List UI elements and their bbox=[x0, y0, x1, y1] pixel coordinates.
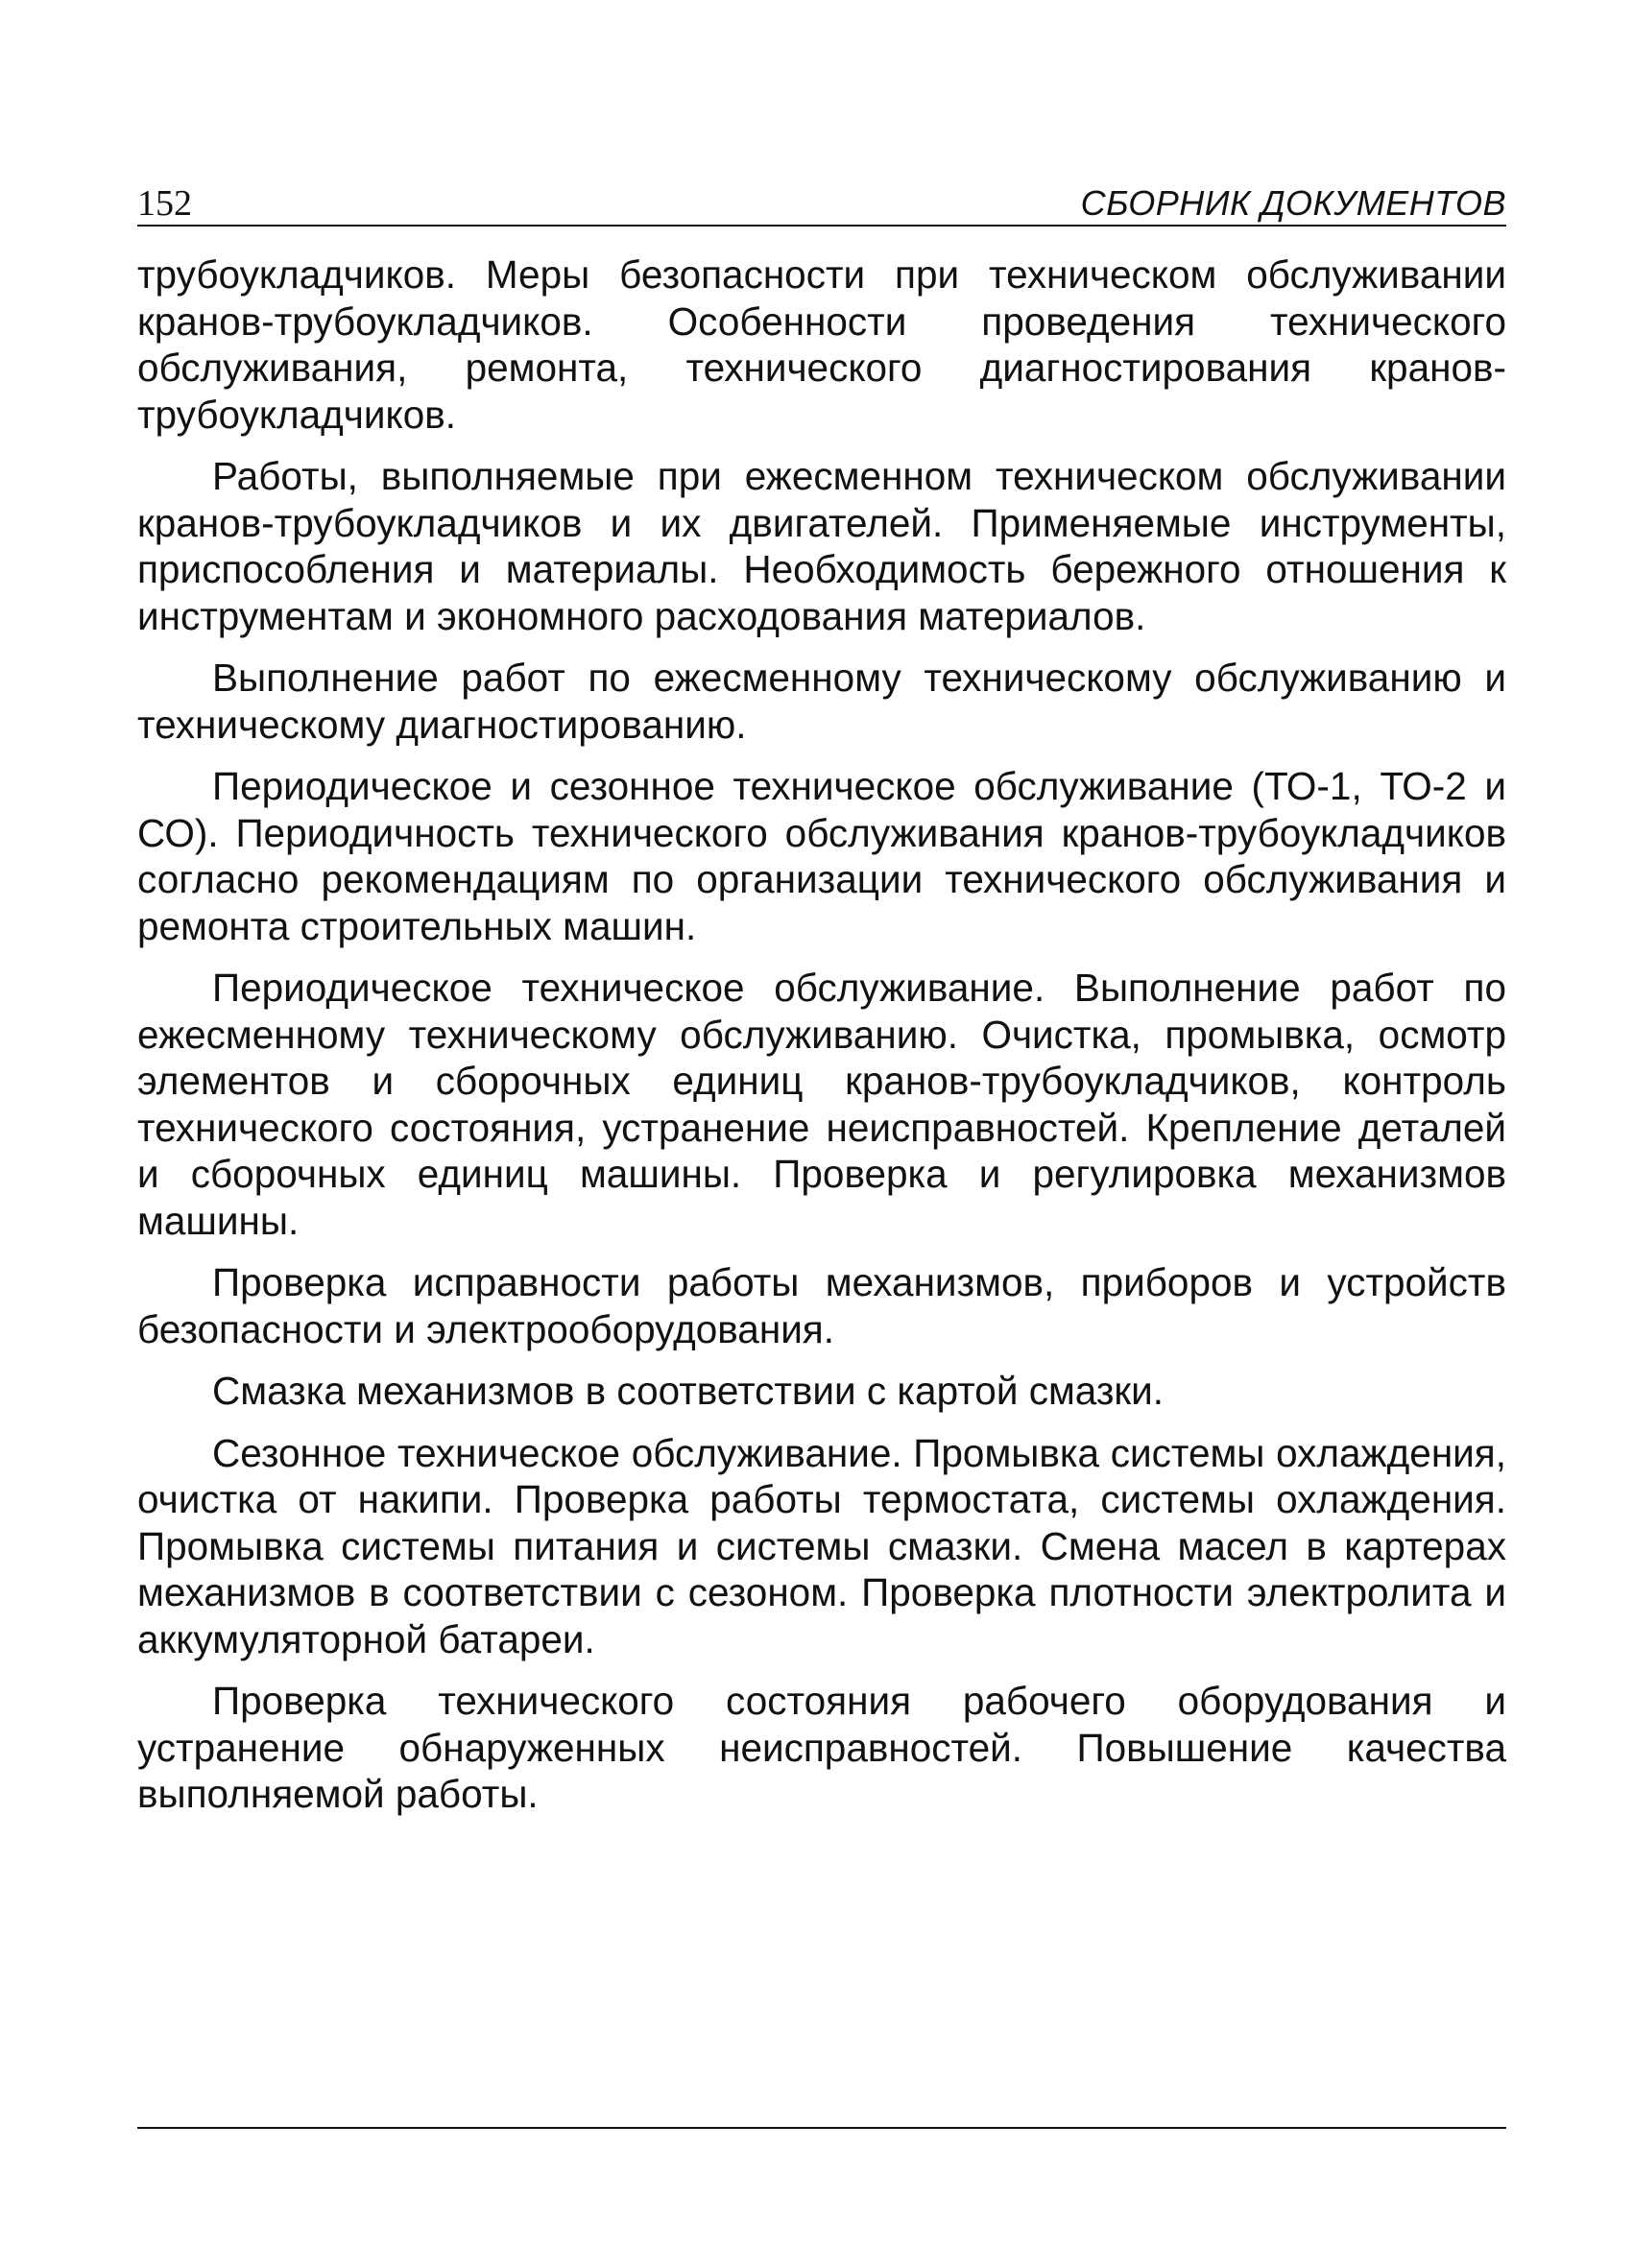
running-title: СБОРНИК ДОКУМЕНТОВ bbox=[1080, 183, 1506, 223]
page-number: 152 bbox=[137, 183, 192, 224]
footer-divider bbox=[137, 2127, 1506, 2129]
paragraph: Работы, выполняемые при ежесменном техническом обслуживании кранов-трубоукладчиков и их двигателей. Применяемые инструменты, приспособления и материалы. Необходимость бережного отношения к инструментам и экономного расходования материалов. bbox=[137, 454, 1506, 638]
paragraph: Смазка механизмов в соответствии с картой смазки. bbox=[212, 1369, 1165, 1413]
body-text bbox=[137, 251, 1506, 1833]
paragraph: Периодическое техническое обслуживание. Выполнение работ по ежесменному техническому обслуживанию. Очистка, промывка, осмотр элементов и сборочных единиц кранов-трубоукладчиков, контроль технического состояния, устранение неисправностей. Крепление деталей и сборочных единиц машины. Проверка и регулировка механизмов машины. bbox=[137, 966, 1506, 1243]
paragraph: Проверка технического состояния рабочего оборудования и устранение обнаруженных неисправностей. Повышение качества выполняемой работы. bbox=[137, 1679, 1506, 1816]
paragraph: трубоукладчиков. Меры безопасности при техническом обслуживании кранов-трубоукладчиков. Особенности проведения технического обслуживания, ремонта, технического диагностирования кранов-трубоукладчиков. bbox=[137, 252, 1506, 437]
paragraph: Сезонное техническое обслуживание. Промывка системы охлаждения, очистка от накипи. Проверка работы термостата, системы охлаждения. Промывка системы питания и системы смазки. Смена масел в картерах механизмов в соответствии с сезоном. Проверка плотности электролита и аккумуляторной батареи. bbox=[137, 1430, 1506, 1661]
page-header bbox=[137, 179, 1506, 227]
paragraph: Периодическое и сезонное техническое обслуживание (ТО-1, ТО-2 и СО). Периодичность технического обслуживания кранов-трубоукладчиков согласно рекомендациям по организации технического обслуживания и ремонта строительных машин. bbox=[137, 764, 1506, 948]
paragraph: Выполнение работ по ежесменному техническому обслуживанию и техническому диагностированию. bbox=[137, 656, 1506, 747]
paragraph: Проверка исправности работы механизмов, приборов и устройств безопасности и электрооборудования. bbox=[137, 1260, 1506, 1351]
